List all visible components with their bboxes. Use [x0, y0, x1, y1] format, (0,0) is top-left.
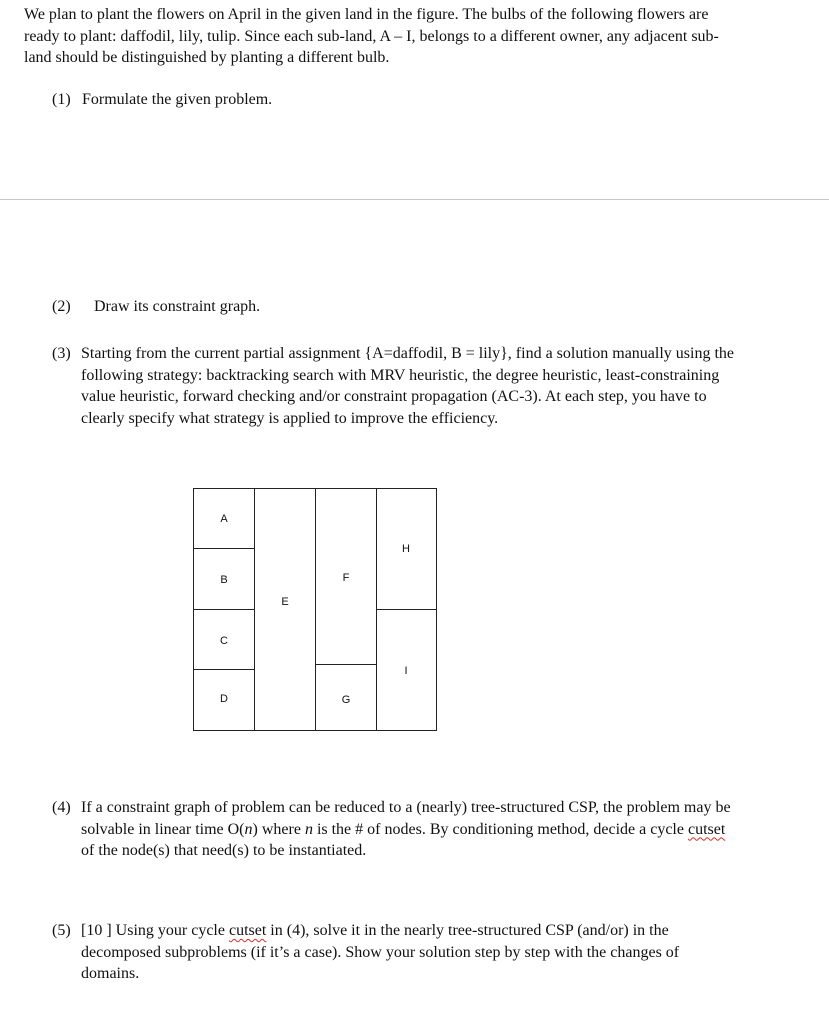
question-text — [81, 819, 822, 841]
question-4 — [52, 797, 822, 862]
question-text: of the node(s) that need(s) to be instantiated. — [81, 842, 367, 859]
land-outline — [193, 488, 437, 731]
question-5 — [52, 920, 822, 985]
divider-line — [193, 609, 255, 610]
question-text: If a constraint graph of problem can be reduced to a (nearly) tree-structured CSP, the problem may be — [81, 799, 731, 816]
divider-line — [193, 669, 255, 670]
question-number: (3) — [52, 345, 71, 362]
intro-line: ready to plant: daffodil, lily, tulip. Since each sub-land, A – I, belongs to a different owner, any adjacent sub- — [24, 27, 719, 45]
intro-line: We plan to plant the flowers on April in the given land in the figure. The bulbs of the following flowers are — [24, 6, 709, 23]
question-text: clearly specify what strategy is applied to improve the efficiency. — [81, 409, 499, 427]
region-label-h: H — [402, 543, 410, 555]
text-run: ) where — [252, 820, 305, 838]
variable-n: n — [304, 820, 313, 838]
text-run: [10 ] Using your cycle — [81, 922, 229, 939]
question-text: domains. — [81, 965, 140, 982]
question-number: (5) — [52, 922, 71, 939]
region-label-f: F — [342, 572, 350, 584]
question-number: (4) — [52, 799, 71, 816]
spellcheck-word: cutset — [228, 922, 267, 939]
text-run: solvable in linear time O( — [81, 820, 245, 838]
region-label-g: G — [341, 694, 351, 706]
divider-line — [376, 488, 377, 731]
question-text: Formulate the given problem. — [82, 91, 273, 108]
question-text — [81, 920, 822, 942]
divider-line — [376, 609, 437, 610]
question-number: (1) — [52, 91, 71, 108]
region-label-i: I — [404, 665, 408, 677]
divider-line — [193, 548, 255, 549]
question-1 — [52, 89, 812, 111]
text-run: is the # of nodes. By conditioning method, decide a cycle — [312, 820, 688, 838]
question-text: Starting from the current partial assignment {A=daffodil, B = lily}, find a solution manually using the — [81, 345, 734, 362]
question-text: value heuristic, forward checking and/or constraint propagation (AC-3). At each step, you have to — [81, 388, 707, 405]
intro-paragraph — [24, 4, 719, 69]
intro-line: land should be distinguished by planting a different bulb. — [24, 49, 390, 66]
spellcheck-word: cutset — [687, 820, 726, 838]
divider-line — [315, 664, 377, 665]
region-label-a: A — [220, 513, 228, 525]
region-label-b: B — [220, 574, 228, 586]
question-3 — [52, 343, 812, 429]
text-run: in (4), solve it in the nearly tree-structured CSP (and/or) in the — [266, 922, 669, 939]
question-text: Draw its constraint graph. — [94, 298, 261, 315]
question-text: following strategy: backtracking search with MRV heuristic, the degree heuristic, least-constraining — [81, 366, 720, 384]
section-divider — [0, 199, 829, 200]
question-text: decomposed subproblems (if it’s a case). Show your solution step by step with the changes of — [81, 943, 680, 961]
variable-n: n — [244, 820, 253, 838]
divider-line — [315, 488, 316, 731]
question-2 — [52, 296, 812, 318]
region-label-d: D — [220, 693, 228, 705]
question-number: (2) — [52, 298, 71, 315]
region-label-e: E — [281, 596, 289, 608]
region-label-c: C — [220, 635, 228, 647]
divider-line — [254, 488, 255, 731]
